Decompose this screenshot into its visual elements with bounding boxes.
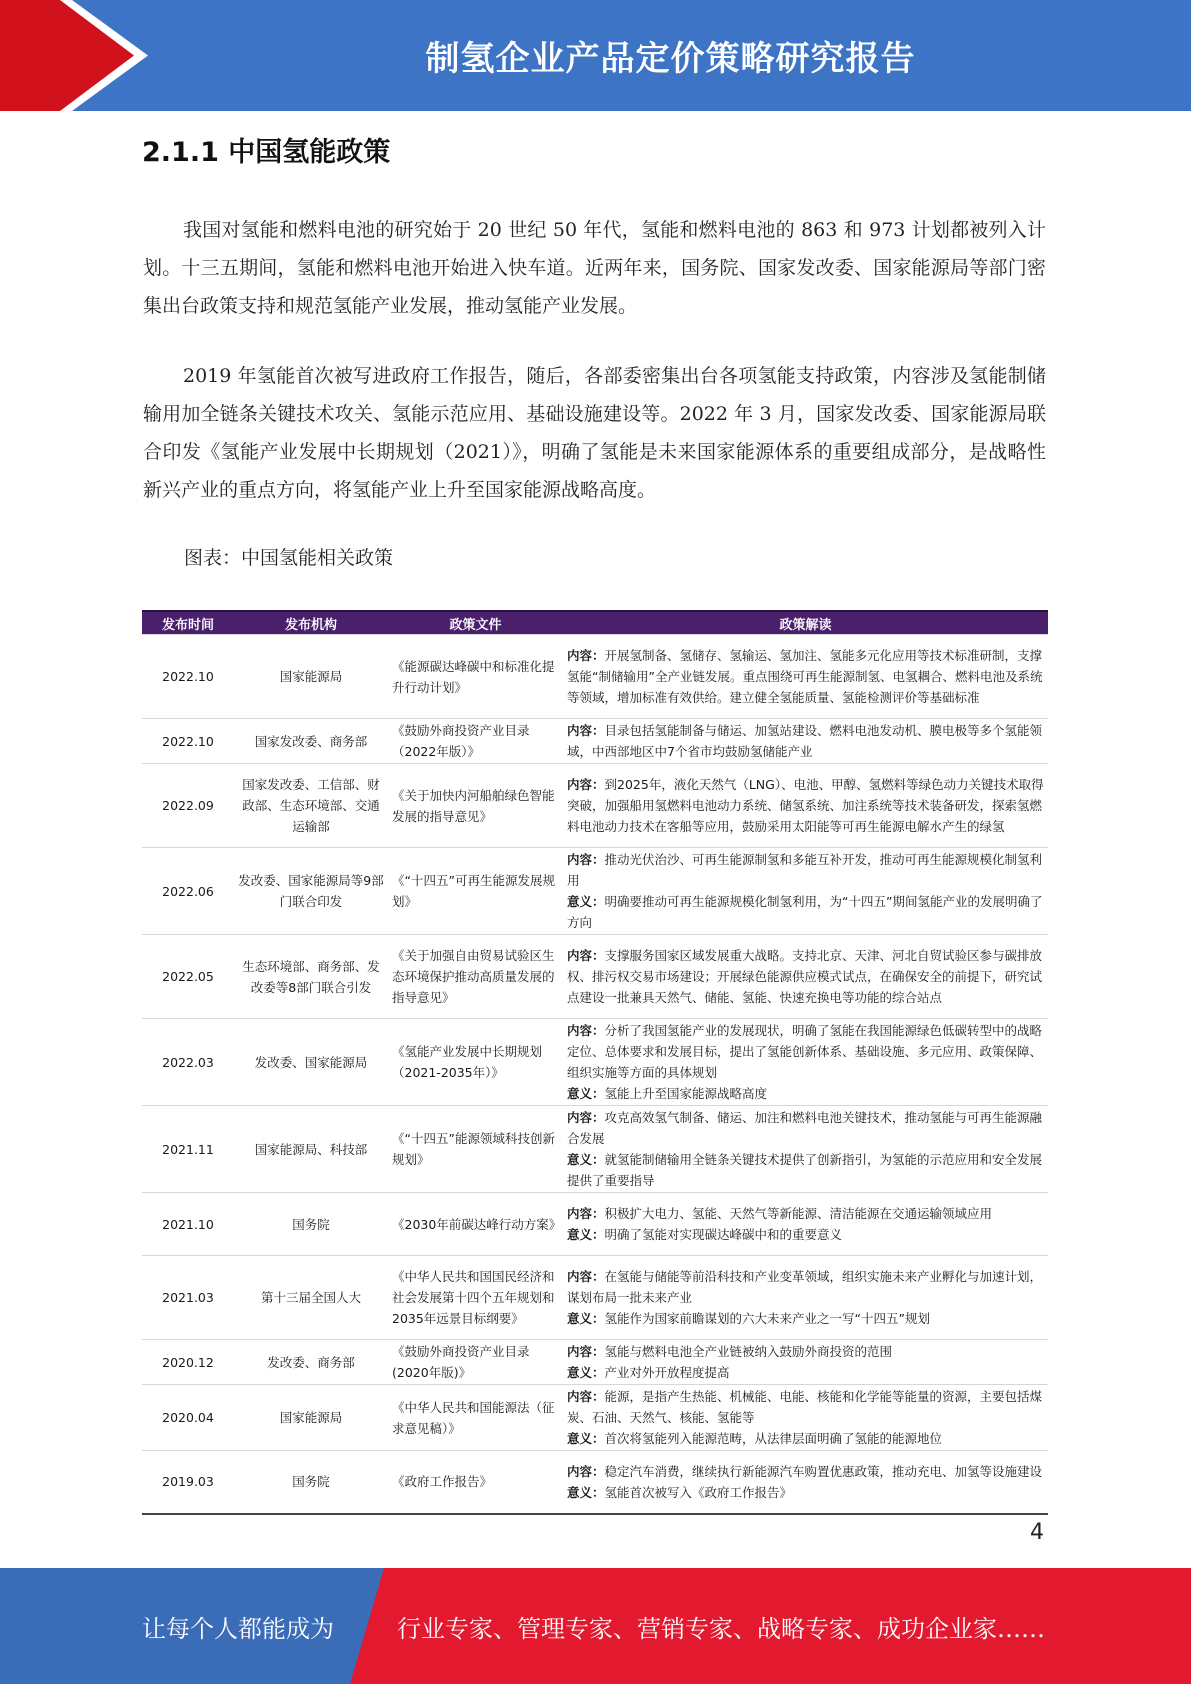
note-line [567, 849, 1044, 891]
note-text: 氢能上升至国家能源战略高度 [604, 1086, 768, 1101]
cell-date: 2022.09 [142, 764, 234, 848]
note-label: 内容： [567, 1269, 605, 1284]
table-row [142, 719, 1048, 764]
cell-org: 国家发改委、商务部 [234, 719, 388, 764]
table-row [142, 1256, 1048, 1340]
note-text: 开展氢制备、氢储存、氢输运、氢加注、氢能多元化应用等技术标准研制，支撑氢能“制储输用”全产业链发展。重点围绕可再生能源制氢、电氢耦合、燃料电池及系统等领域，增加标准有效供给。建立健全氢能质量、氢能检测评价等基础标准 [567, 648, 1043, 705]
section-heading: 2.1.1 中国氢能政策 [142, 137, 391, 168]
cell-doc: 《氢能产业发展中长期规划 （2021-2035年）》 [388, 1019, 563, 1106]
note-label: 意义： [567, 1227, 605, 1242]
cell-notes [563, 1019, 1048, 1106]
table-header-row [142, 611, 1048, 635]
table-row [142, 848, 1048, 935]
cell-doc: 《关于加快内河船舶绿色智能发展的指导意见》 [388, 764, 563, 848]
cell-org: 发改委、国家能源局等9部门联合印发 [234, 848, 388, 935]
cell-notes [563, 1340, 1048, 1385]
cell-org: 国家发改委、工信部、财政部、生态环境部、交通运输部 [234, 764, 388, 848]
header-notes: 政策解读 [563, 611, 1048, 635]
note-text: 氢能与燃料电池全产业链被纳入鼓励外商投资的范围 [604, 1344, 893, 1359]
note-line [567, 1428, 1044, 1449]
note-line [567, 1107, 1044, 1149]
note-label: 内容： [567, 1463, 605, 1479]
note-text: 氢能首次被写入《政府工作报告》 [604, 1484, 793, 1500]
cell-org: 发改委、商务部 [234, 1340, 388, 1385]
cell-doc: 《2030年前碳达峰行动方案》 [388, 1193, 563, 1256]
table-row [142, 1019, 1048, 1106]
note-text: 能源，是指产生热能、机械能、电能、核能和化学能等能量的资源，主要包括煤炭、石油、天然气、核能、氢能等 [567, 1389, 1043, 1425]
cell-org: 国家能源局、科技部 [234, 1106, 388, 1193]
table-row [142, 1106, 1048, 1193]
note-line [567, 1308, 1044, 1329]
cell-date: 2022.06 [142, 848, 234, 935]
cell-notes [563, 1451, 1048, 1514]
cell-date: 2019.03 [142, 1451, 234, 1514]
cell-notes [563, 848, 1048, 935]
cell-doc: 《中华人民共和国能源法（征求意见稿）》 [388, 1385, 563, 1451]
cell-date: 2022.10 [142, 635, 234, 719]
page-number: 4 [1030, 1520, 1044, 1545]
note-label: 意义： [567, 1365, 605, 1380]
note-line [567, 1203, 1044, 1224]
note-text: 明确要推动可再生能源规模化制氢利用，为“十四五”期间氢能产业的发展明确了方向 [567, 894, 1043, 930]
table-row [142, 764, 1048, 848]
cell-notes [563, 1193, 1048, 1256]
cell-notes [563, 1256, 1048, 1340]
note-label: 内容： [567, 777, 605, 792]
note-text: 稳定汽车消费，继续执行新能源汽车购置优惠政策，推动充电、加氢等设施建设 [604, 1463, 1043, 1479]
note-text: 分析了我国氢能产业的发展现状，明确了氢能在我国能源绿色低碳转型中的战略定位、总体要求和发展目标，提出了氢能创新体系、基础设施、多元应用、政策保障、组织实施等方面的具体规划 [567, 1023, 1043, 1080]
header-band [0, 0, 1191, 111]
table-row [142, 1193, 1048, 1256]
cell-doc: 《鼓励外商投资产业目录（2022年版）》 [388, 719, 563, 764]
note-line [567, 720, 1044, 762]
note-label: 内容： [567, 1389, 605, 1404]
cell-doc: 《政府工作报告》 [388, 1451, 563, 1514]
note-label: 意义： [567, 1484, 605, 1500]
cell-notes [563, 1106, 1048, 1193]
note-text: 氢能作为国家前瞻谋划的六大未来产业之一写“十四五”规划 [604, 1311, 930, 1326]
note-label: 意义： [567, 1152, 605, 1167]
note-line [567, 891, 1044, 933]
note-text: 积极扩大电力、氢能、天然气等新能源、清洁能源在交通运输领域应用 [604, 1206, 993, 1221]
policy-table-container [142, 610, 1048, 1515]
cell-org: 生态环境部、商务部、发改委等8部门联合引发 [234, 935, 388, 1019]
note-line [567, 1149, 1044, 1191]
note-line [567, 645, 1044, 708]
cell-org: 发改委、国家能源局 [234, 1019, 388, 1106]
report-title: 制氢企业产品定价策略研究报告 [425, 39, 916, 79]
note-text: 推动光伏治沙、可再生能源制氢和多能互补开发，推动可再生能源规模化制氢利用 [567, 852, 1043, 888]
cell-doc: 《鼓励外商投资产业目录(2020年版)》 [388, 1340, 563, 1385]
note-text: 到2025年，液化天然气（LNG）、电池、甲醇、氢燃料等绿色动力关键技术取得突破，加强船用氢燃料电池动力系统、储氢系统、加注系统等技术装备研发，探索氢燃料电池动力技术在客船等应用，鼓励采用太阳能等可再生能源电解水产生的绿氢 [567, 777, 1044, 834]
note-label: 内容： [567, 1110, 605, 1125]
cell-org: 国家能源局 [234, 1385, 388, 1451]
note-line [567, 1461, 1044, 1482]
cell-notes [563, 764, 1048, 848]
cell-date: 2021.10 [142, 1193, 234, 1256]
note-line [567, 1224, 1044, 1245]
cell-org: 第十三届全国人大 [234, 1256, 388, 1340]
table-row [142, 1340, 1048, 1385]
note-line [567, 1266, 1044, 1308]
header-doc: 政策文件 [388, 611, 563, 635]
note-label: 内容： [567, 948, 605, 963]
footer-slogan-left: 让每个人都能成为 [142, 1614, 334, 1643]
cell-date: 2022.10 [142, 719, 234, 764]
cell-doc: 《能源碳达峰碳中和标准化提升行动计划》 [388, 635, 563, 719]
note-label: 意义： [567, 1431, 605, 1446]
table-caption: 图表：中国氢能相关政策 [184, 547, 394, 569]
cell-date: 2021.03 [142, 1256, 234, 1340]
cell-doc: 《中华人民共和国国民经济和社会发展第十四个五年规划和2035年远景目标纲要》 [388, 1256, 563, 1340]
cell-org: 国家能源局 [234, 635, 388, 719]
note-line [567, 774, 1044, 837]
note-line [567, 1362, 1044, 1383]
cell-doc: 《“十四五”可再生能源发展规划》 [388, 848, 563, 935]
note-label: 内容： [567, 1344, 605, 1359]
note-label: 内容： [567, 648, 605, 663]
table-row [142, 935, 1048, 1019]
cell-notes [563, 935, 1048, 1019]
table-row [142, 635, 1048, 719]
note-line [567, 1020, 1044, 1083]
header-org: 发布机构 [234, 611, 388, 635]
note-line [567, 1341, 1044, 1362]
footer-band [0, 1568, 1191, 1684]
table-row [142, 1385, 1048, 1451]
paragraph-1: 我国对氢能和燃料电池的研究始于 20 世纪 50 年代，氢能和燃料电池的 863 和 973 计划都被列入计划。十三五期间，氢能和燃料电池开始进入快车道。近两年来，国务院、国家发改委、国家能源局等部门密集出台政策支持和规范氢能产业发展，推动氢能产业发展。 [143, 219, 1046, 317]
note-label: 内容： [567, 1206, 605, 1221]
cell-date: 2020.04 [142, 1385, 234, 1451]
note-label: 意义： [567, 1311, 605, 1326]
cell-notes [563, 1385, 1048, 1451]
note-text: 在氢能与储能等前沿科技和产业变革领域，组织实施未来产业孵化与加速计划，谋划布局一批未来产业 [567, 1269, 1043, 1305]
footer-slogan-right: 行业专家、管理专家、营销专家、战略专家、成功企业家…… [397, 1614, 1045, 1643]
note-text: 产业对外开放程度提高 [604, 1365, 730, 1380]
note-text: 目录包括氢能制备与储运、加氢站建设、燃料电池发动机、膜电极等多个氢能领域，中西部地区中7个省市均鼓励氢储能产业 [567, 723, 1043, 759]
cell-org: 国务院 [234, 1451, 388, 1514]
note-text: 攻克高效氢气制备、储运、加注和燃料电池关键技术，推动氢能与可再生能源融合发展 [567, 1110, 1043, 1146]
note-label: 内容： [567, 852, 605, 867]
cell-notes [563, 635, 1048, 719]
note-text: 首次将氢能列入能源范畴，从法律层面明确了氢能的能源地位 [604, 1431, 943, 1446]
cell-doc: 《关于加强自由贸易试验区生态环境保护推动高质量发展的指导意见》 [388, 935, 563, 1019]
note-line [567, 1482, 1044, 1503]
cell-date: 2022.03 [142, 1019, 234, 1106]
note-line [567, 1083, 1044, 1104]
header-date: 发布时间 [142, 611, 234, 635]
cell-notes [563, 719, 1048, 764]
cell-date: 2022.05 [142, 935, 234, 1019]
note-line [567, 945, 1044, 1008]
cell-date: 2020.12 [142, 1340, 234, 1385]
note-label: 意义： [567, 1086, 605, 1101]
paragraph-2: 2019 年氢能首次被写进政府工作报告，随后，各部委密集出台各项氢能支持政策，内容涉及氢能制储输用加全链条关键技术攻关、氢能示范应用、基础设施建设等。2022 年 3 月，国家发改委、国家能源局联合印发《氢能产业发展中长期规划（2021）》，明确了氢能是未来国家能源体系的重要组成部分，是战略性新兴产业的重点方向，将氢能产业上升至国家能源战略高度。 [143, 365, 1046, 501]
note-label: 意义： [567, 894, 605, 909]
note-label: 内容： [567, 1023, 605, 1038]
note-text: 就氢能制储输用全链条关键技术提供了创新指引，为氢能的示范应用和安全发展提供了重要指导 [567, 1152, 1043, 1188]
note-text: 明确了氢能对实现碳达峰碳中和的重要意义 [604, 1227, 843, 1242]
cell-date: 2021.11 [142, 1106, 234, 1193]
header-arrow-decoration [0, 0, 150, 111]
cell-org: 国务院 [234, 1193, 388, 1256]
policy-table [142, 610, 1048, 1515]
cell-doc: 《“十四五”能源领域科技创新规划》 [388, 1106, 563, 1193]
note-line [567, 1386, 1044, 1428]
note-label: 内容： [567, 723, 605, 738]
note-text: 支撑服务国家区域发展重大战略。支持北京、天津、河北自贸试验区参与碳排放权、排污权交易市场建设；开展绿色能源供应模式试点，在确保安全的前提下，研究试点建设一批兼具天然气、储能、氢能、快速充换电等功能的综合站点 [567, 948, 1043, 1005]
table-row [142, 1451, 1048, 1514]
